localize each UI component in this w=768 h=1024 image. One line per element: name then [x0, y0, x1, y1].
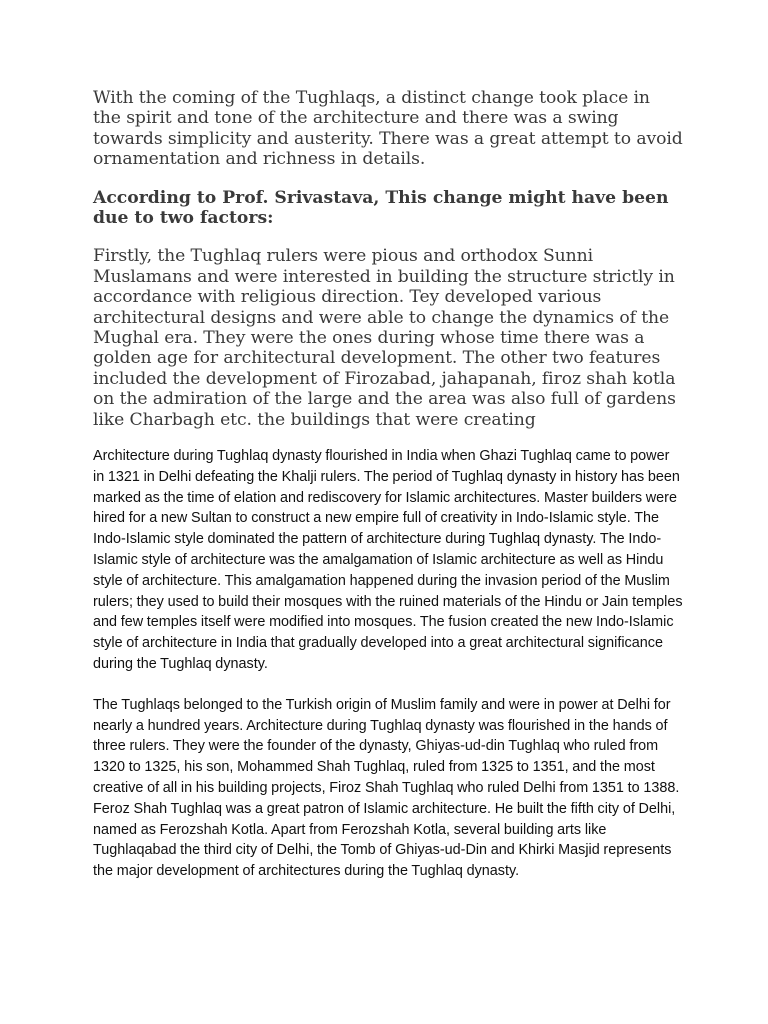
- rulers-paragraph: The Tughlaqs belonged to the Turkish origin of Muslim family and were in power at Delhi for nearly a hundred years. Architecture during Tughlaq dynasty was flourished in the hands of three rulers. They were the founder of the dynasty, Ghiyas-ud-din Tughlaq who ruled from 1320 to 1325, his son, Mohammed Shah Tughlaq, ruled from 1325 to 1351, and the most creative of all in his building projects, Firoz Shah Tughlaq who ruled Delhi from 1351 to 1388. Feroz Shah Tughlaq was a great patron of Islamic architecture. He built the fifth city of Delhi, named as Ferozshah Kotla. Apart from Ferozshah Kotla, several building arts like Tughlaqabad the third city of Delhi, the Tomb of Ghiyas-ud-Din and Khirki Masjid represents the major development of architectures during the Tughlaq dynasty.: [93, 696, 680, 880]
- section-heading: According to Prof. Srivastava, This change might have been due to two factors:: [93, 187, 669, 229]
- indo-islamic-paragraph: Architecture during Tughlaq dynasty flourished in India when Ghazi Tughlaq came to power in 1321 in Delhi defeating the Khalji rulers. The period of Tughlaq dynasty in history has been marked as the time of elation and rediscovery for Islamic architectures. Master builders were hired for a new Sultan to construct a new empire full of creativity in Indo-Islamic style. The Indo-Islamic style dominated the pattern of architecture during Tughlaq dynasty. The Indo-Islamic style of architecture was the amalgamation of Islamic architecture as well as Hindu style of architecture. This amalgamation happened during the invasion period of the Muslim rulers; they used to build their mosques with the ruined materials of the Hindu or Jain temples and few temples itself were modified into mosques. The fusion created the new Indo-Islamic style of architecture in India that gradually developed into a great architectural significance during the Tughlaq dynasty.: [93, 448, 683, 673]
- intro-paragraph: With the coming of the Tughlaqs, a distinct change took place in the spirit and tone of the architecture and there was a swing towards simplicity and austerity. There was a great attempt to avoid ornamentation and richness in details.: [93, 88, 683, 170]
- factors-paragraph: Firstly, the Tughlaq rulers were pious and orthodox Sunni Muslamans and were interested in building the structure strictly in accordance with religious direction. Tey developed various architectural designs and were able to change the dynamics of the Mughal era. They were the ones during whose time there was a golden age for architectural development. The other two features included the development of Firozabad, jahapanah, firoz shah kotla on the admiration of the large and the area was also full of gardens like Charbagh etc. the buildings that were creating: [93, 246, 676, 430]
- document-page: [93, 88, 683, 882]
